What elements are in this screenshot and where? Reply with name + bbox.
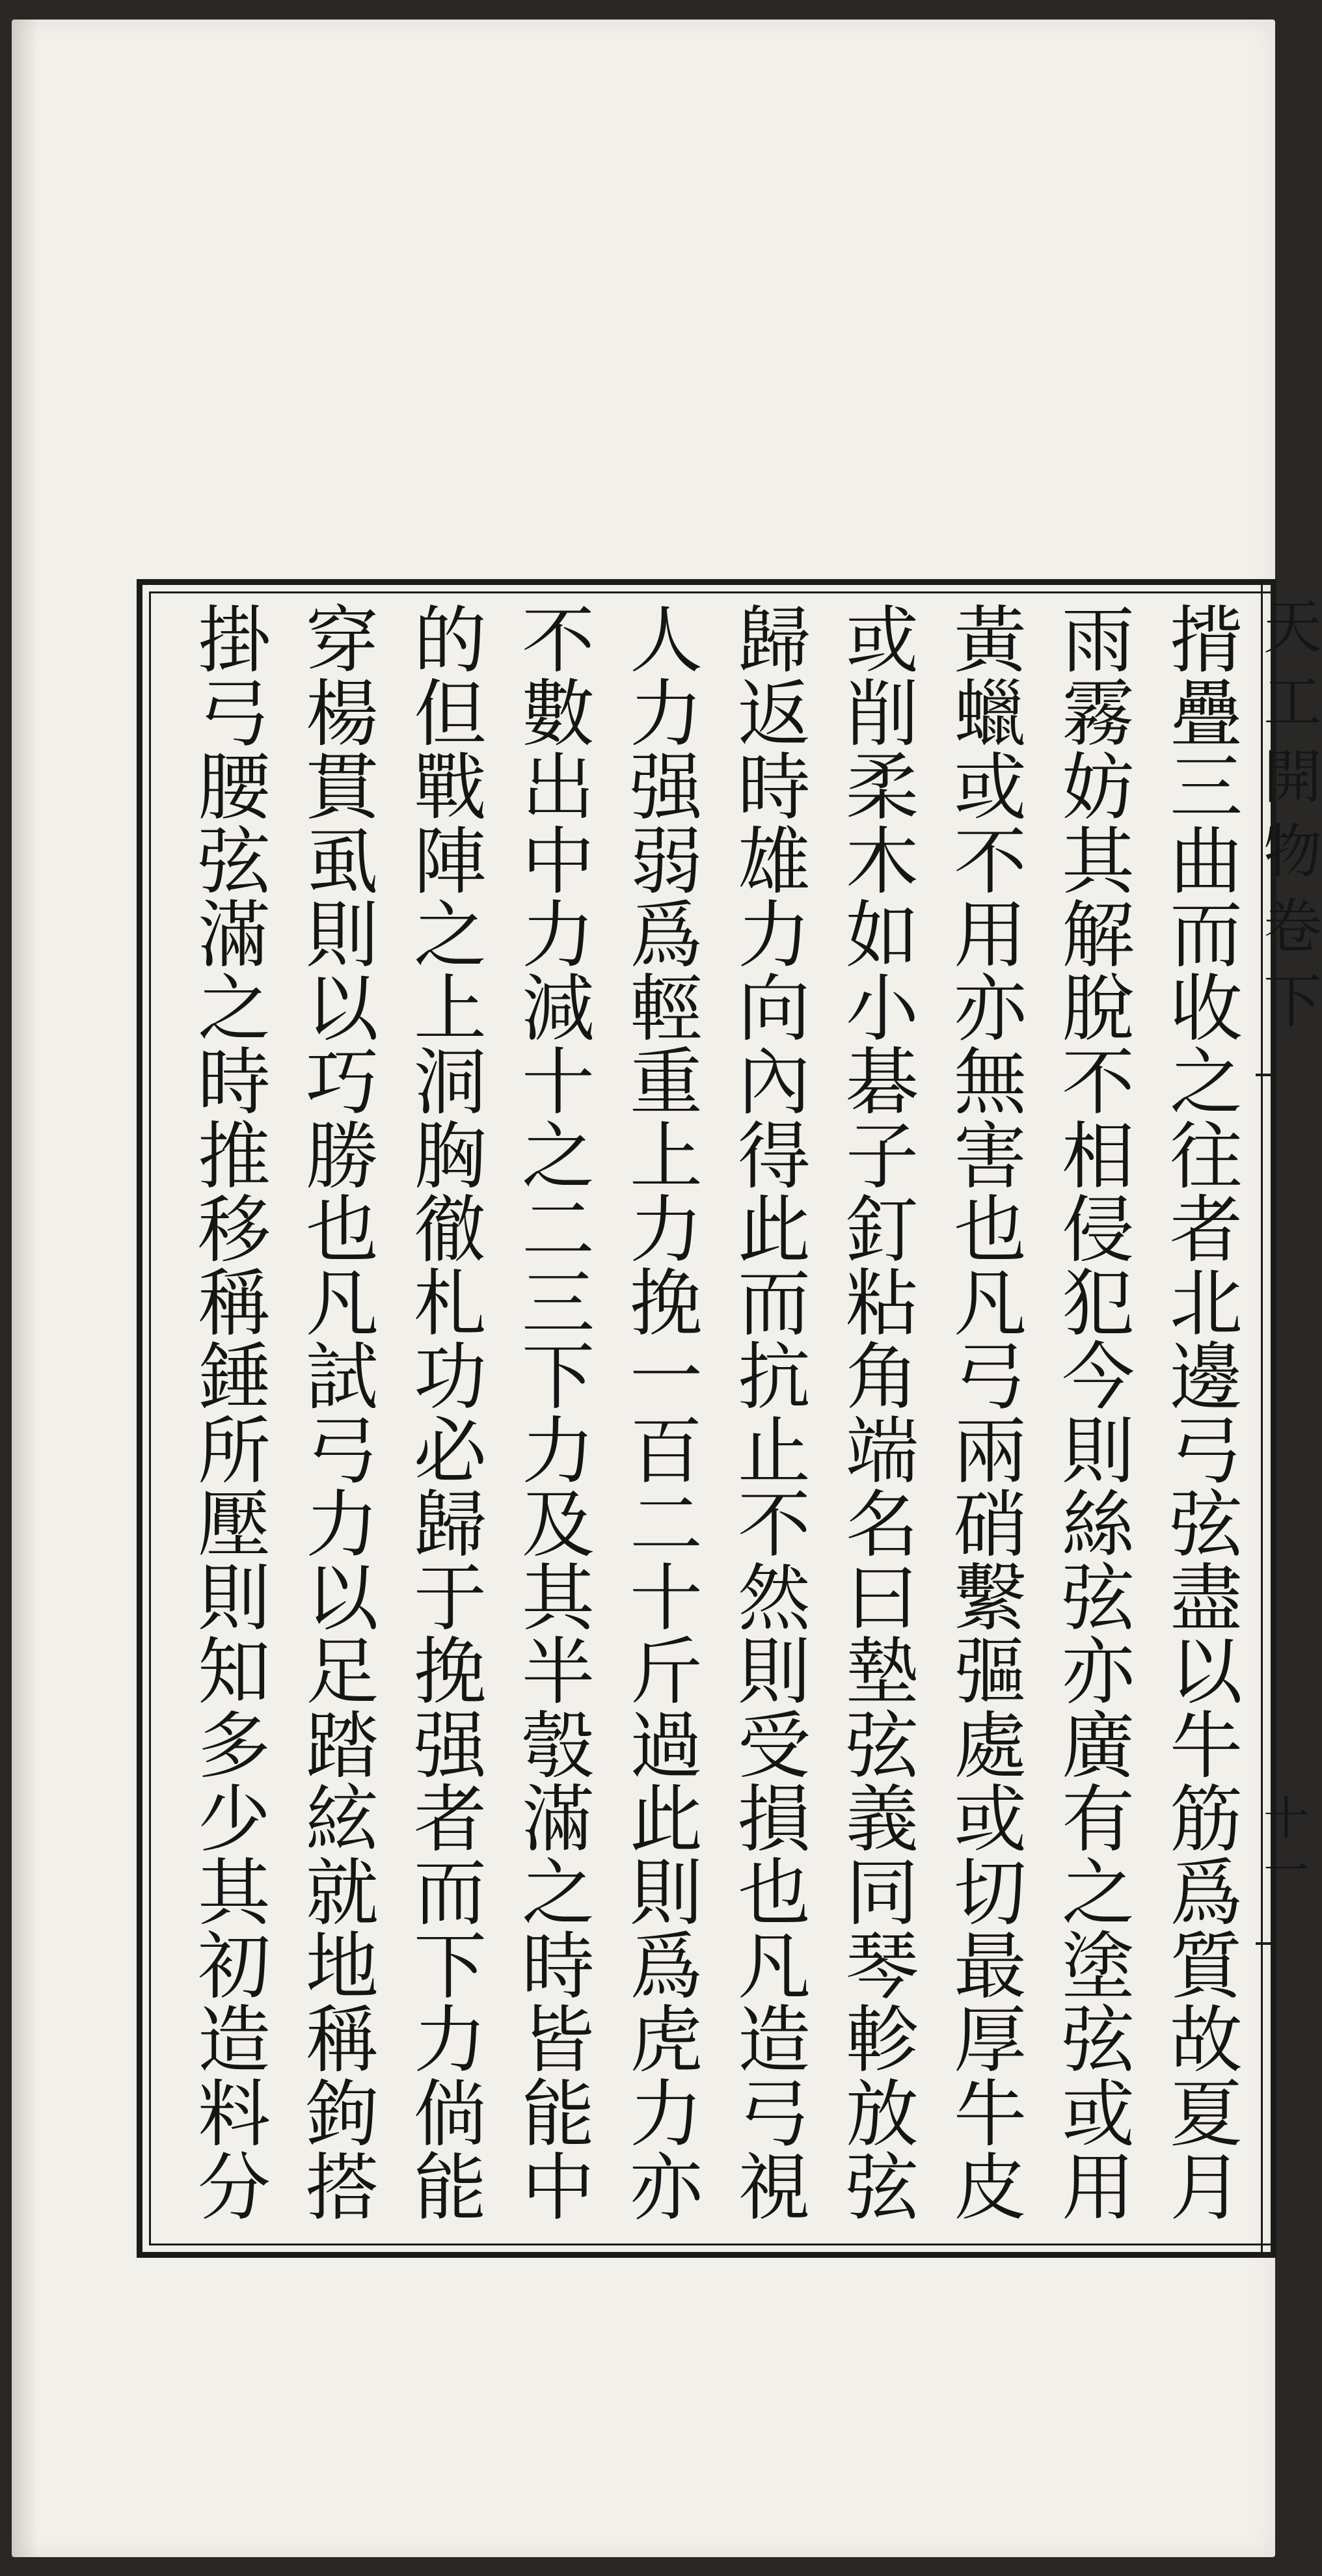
text-char: 凡 — [738, 1925, 811, 2010]
text-char: 或 — [1062, 2072, 1135, 2157]
text-char: 但 — [414, 672, 487, 757]
text-char: 强 — [630, 746, 703, 831]
text-char: 力 — [306, 1482, 379, 1567]
text-char: 移 — [198, 1187, 271, 1273]
text-char: 上 — [414, 967, 487, 1052]
text-char: 此 — [738, 1187, 811, 1273]
text-char: 妨 — [1062, 746, 1135, 831]
text-char: 二 — [630, 1482, 703, 1567]
text-char: 弦 — [846, 1703, 919, 1789]
text-char: 名 — [846, 1482, 919, 1567]
text-char: 挽 — [414, 1630, 487, 1715]
text-char: 筋 — [1170, 1777, 1243, 1862]
text-char: 硝 — [954, 1482, 1027, 1567]
text-char: 北 — [1170, 1262, 1243, 1347]
text-char: 琴 — [846, 1925, 919, 2010]
text-char: 害 — [954, 1114, 1027, 1199]
text-char: 力 — [738, 893, 811, 978]
text-char: 盡 — [1170, 1556, 1243, 1642]
text-char: 處 — [954, 1703, 1027, 1789]
text-char: 及 — [522, 1482, 595, 1567]
text-char: 而 — [738, 1262, 811, 1347]
text-char: 視 — [738, 2145, 811, 2230]
text-char: 造 — [738, 1998, 811, 2083]
text-char: 數 — [522, 672, 595, 757]
text-char: 陣 — [414, 819, 487, 904]
text-char: 不 — [738, 1482, 811, 1567]
text-char: 百 — [630, 1409, 703, 1494]
text-char: 雄 — [738, 819, 811, 904]
text-char: 繫 — [954, 1556, 1027, 1642]
text-column-8 — [398, 599, 502, 2230]
text-char: 貫 — [306, 746, 379, 831]
text-char: 巧 — [306, 1040, 379, 1126]
text-char: 以 — [306, 967, 379, 1052]
text-char: 中 — [522, 2145, 595, 2230]
text-char: 之 — [1170, 1040, 1243, 1126]
text-char: 或 — [954, 1777, 1027, 1862]
text-char: 稱 — [198, 1262, 271, 1347]
text-char: 壓 — [198, 1482, 271, 1567]
text-char: 厚 — [954, 1998, 1027, 2083]
text-char: 得 — [738, 1114, 811, 1199]
text-char: 力 — [522, 893, 595, 978]
text-char: 之 — [522, 1114, 595, 1199]
text-char: 義 — [846, 1777, 919, 1862]
text-char: 邊 — [1170, 1335, 1243, 1420]
text-char: 解 — [1062, 893, 1135, 978]
text-char: 所 — [198, 1409, 271, 1494]
text-char: 弓 — [198, 672, 271, 757]
folio-char: 十 — [1263, 1792, 1309, 1845]
text-frame — [137, 579, 1276, 2258]
text-char: 虎 — [630, 1998, 703, 2083]
text-char: 踏 — [306, 1703, 379, 1789]
text-char: 彀 — [522, 1703, 595, 1789]
text-char: 札 — [414, 1262, 487, 1347]
text-char: 者 — [1170, 1187, 1243, 1273]
text-char: 故 — [1170, 1998, 1243, 2083]
text-char: 初 — [198, 1925, 271, 2010]
text-char: 時 — [522, 1925, 595, 2010]
text-char: 質 — [1170, 1925, 1243, 2010]
text-char: 碁 — [846, 1040, 919, 1126]
text-char: 其 — [1062, 819, 1135, 904]
text-char: 之 — [522, 1851, 595, 1936]
text-char: 而 — [414, 1851, 487, 1936]
text-char: 推 — [198, 1114, 271, 1199]
text-char: 或 — [954, 746, 1027, 831]
text-char: 用 — [954, 893, 1027, 978]
text-char: 內 — [738, 1040, 811, 1126]
text-char: 霧 — [1062, 672, 1135, 757]
text-char: 凡 — [954, 1262, 1027, 1347]
text-char: 此 — [630, 1777, 703, 1862]
text-char: 腰 — [198, 746, 271, 831]
text-char: 搭 — [306, 2145, 379, 2230]
text-char: 牛 — [954, 2072, 1027, 2157]
text-char: 弦 — [1062, 1998, 1135, 2083]
text-char: 時 — [738, 746, 811, 831]
text-char: 鉤 — [306, 2072, 379, 2157]
text-char: 力 — [522, 1409, 595, 1494]
text-char: 力 — [414, 1998, 487, 2083]
text-char: 斤 — [630, 1630, 703, 1715]
text-char: 廣 — [1062, 1703, 1135, 1789]
text-char: 向 — [738, 967, 811, 1052]
text-char: 就 — [306, 1851, 379, 1936]
text-char: 多 — [198, 1703, 271, 1789]
text-char: 黃 — [954, 599, 1027, 683]
text-char: 往 — [1170, 1114, 1243, 1199]
banxin-title-char: 天 — [1263, 593, 1322, 662]
text-char: 一 — [630, 1335, 703, 1420]
text-char: 端 — [846, 1409, 919, 1494]
text-char: 能 — [414, 2145, 487, 2230]
banxin-title-char: 開 — [1263, 743, 1322, 811]
text-char: 强 — [414, 1703, 487, 1789]
text-char: 輕 — [630, 967, 703, 1052]
text-char: 削 — [846, 672, 919, 757]
text-char: 夏 — [1170, 2072, 1243, 2157]
text-char: 弓 — [1170, 1409, 1243, 1494]
text-char: 二 — [522, 1187, 595, 1273]
text-char: 曲 — [1170, 819, 1243, 904]
text-char: 倘 — [414, 2072, 487, 2157]
text-char: 釘 — [846, 1187, 919, 1273]
text-char: 爲 — [1170, 1851, 1243, 1936]
text-char: 彄 — [954, 1630, 1027, 1715]
text-char: 者 — [414, 1777, 487, 1862]
text-char: 皆 — [522, 1998, 595, 2083]
text-char: 侵 — [1062, 1187, 1135, 1273]
text-char: 之 — [414, 893, 487, 978]
text-char: 人 — [630, 599, 703, 683]
text-char: 十 — [630, 1556, 703, 1642]
text-char: 有 — [1062, 1777, 1135, 1862]
text-char: 揹 — [1170, 599, 1243, 683]
text-column-10 — [182, 599, 286, 2230]
text-char: 亦 — [630, 2145, 703, 2230]
text-char: 也 — [738, 1851, 811, 1936]
text-char: 不 — [954, 819, 1027, 904]
text-char: 造 — [198, 1998, 271, 2083]
text-char: 分 — [198, 2145, 271, 2230]
text-char: 穿 — [306, 599, 379, 683]
banxin-title-char: 卷 — [1263, 893, 1322, 961]
text-char: 歸 — [414, 1482, 487, 1567]
text-char: 三 — [522, 1262, 595, 1347]
text-char: 三 — [1170, 746, 1243, 831]
text-char: 之 — [198, 967, 271, 1052]
text-char: 力 — [630, 672, 703, 757]
text-char: 今 — [1062, 1335, 1135, 1420]
text-char: 則 — [630, 1851, 703, 1936]
text-char: 凡 — [306, 1262, 379, 1347]
text-char: 收 — [1170, 967, 1243, 1052]
text-char: 弓 — [954, 1335, 1027, 1420]
text-char: 徹 — [414, 1187, 487, 1273]
text-char: 弦 — [198, 819, 271, 904]
text-char: 則 — [1062, 1409, 1135, 1494]
folio-char: 一 — [1263, 1844, 1309, 1897]
text-char: 之 — [1062, 1851, 1135, 1936]
text-char: 以 — [1170, 1630, 1243, 1715]
text-char: 而 — [1170, 893, 1243, 978]
text-char: 小 — [846, 967, 919, 1052]
text-char: 挽 — [630, 1262, 703, 1347]
text-char: 不 — [1062, 1040, 1135, 1126]
text-char: 軫 — [846, 1998, 919, 2083]
text-char: 皮 — [954, 2145, 1027, 2230]
text-char: 其 — [522, 1556, 595, 1642]
text-char: 爲 — [630, 1925, 703, 2010]
text-char: 的 — [414, 599, 487, 683]
spine-shadow — [12, 20, 38, 2557]
text-char: 木 — [846, 819, 919, 904]
text-char: 上 — [630, 1114, 703, 1199]
text-column-3 — [938, 599, 1042, 2230]
text-char: 重 — [630, 1040, 703, 1126]
text-char: 亦 — [954, 967, 1027, 1052]
text-char: 月 — [1170, 2145, 1243, 2230]
text-char: 無 — [954, 1040, 1027, 1126]
text-char: 時 — [198, 1040, 271, 1126]
text-char: 最 — [954, 1925, 1027, 2010]
text-char: 止 — [738, 1409, 811, 1494]
text-char: 料 — [198, 2072, 271, 2157]
text-char: 稱 — [306, 1998, 379, 2083]
text-char: 洞 — [414, 1040, 487, 1126]
text-char: 必 — [414, 1409, 487, 1494]
text-char: 不 — [522, 599, 595, 683]
text-column-7 — [506, 599, 610, 2230]
text-char: 角 — [846, 1335, 919, 1420]
text-char: 過 — [630, 1703, 703, 1789]
text-char: 脫 — [1062, 967, 1135, 1052]
banxin-fish-tail-mark — [1256, 1074, 1276, 1076]
text-char: 雨 — [1062, 599, 1135, 683]
text-char: 也 — [306, 1187, 379, 1273]
text-char: 同 — [846, 1851, 919, 1936]
text-char: 牛 — [1170, 1703, 1243, 1789]
text-char: 力 — [630, 1187, 703, 1273]
text-char: 弦 — [1170, 1482, 1243, 1567]
text-char: 滿 — [198, 893, 271, 978]
text-char: 亦 — [1062, 1630, 1135, 1715]
text-char: 錘 — [198, 1335, 271, 1420]
text-char: 則 — [738, 1630, 811, 1715]
text-char: 胸 — [414, 1114, 487, 1199]
text-char: 弓 — [306, 1409, 379, 1494]
text-char: 楊 — [306, 672, 379, 757]
text-char: 功 — [414, 1335, 487, 1420]
text-char: 如 — [846, 893, 919, 978]
text-char: 下 — [414, 1925, 487, 2010]
text-char: 曰 — [846, 1556, 919, 1642]
text-column-1 — [1154, 599, 1258, 2230]
text-char: 掛 — [198, 599, 271, 683]
text-char: 受 — [738, 1703, 811, 1789]
text-char: 墊 — [846, 1630, 919, 1715]
text-char: 損 — [738, 1777, 811, 1862]
text-char: 或 — [846, 599, 919, 683]
text-char: 試 — [306, 1335, 379, 1420]
text-char: 蠟 — [954, 672, 1027, 757]
text-char: 滿 — [522, 1777, 595, 1862]
text-char: 虱 — [306, 819, 379, 904]
text-char: 力 — [630, 2072, 703, 2157]
text-char: 其 — [198, 1851, 271, 1936]
text-column-4 — [830, 599, 934, 2230]
text-char: 十 — [522, 1040, 595, 1126]
text-char: 弓 — [738, 2072, 811, 2157]
text-char: 返 — [738, 672, 811, 757]
text-char: 切 — [954, 1851, 1027, 1936]
text-char: 半 — [522, 1630, 595, 1715]
text-char: 絲 — [1062, 1482, 1135, 1567]
text-column-5 — [722, 599, 826, 2230]
text-char: 弦 — [846, 2145, 919, 2230]
text-char: 下 — [522, 1335, 595, 1420]
text-column-6 — [614, 599, 718, 2230]
text-column-2 — [1046, 599, 1150, 2230]
text-char: 減 — [522, 967, 595, 1052]
text-char: 子 — [846, 1114, 919, 1199]
text-char: 足 — [306, 1630, 379, 1715]
text-char: 出 — [522, 746, 595, 831]
text-char: 相 — [1062, 1114, 1135, 1199]
text-char: 抗 — [738, 1335, 811, 1420]
text-char: 犯 — [1062, 1262, 1135, 1347]
text-char: 歸 — [738, 599, 811, 683]
banxin-title — [1263, 593, 1322, 1048]
text-char: 少 — [198, 1777, 271, 1862]
text-char: 柔 — [846, 746, 919, 831]
text-char: 塗 — [1062, 1925, 1135, 2010]
text-char: 地 — [306, 1925, 379, 2010]
folio-number — [1263, 1792, 1309, 1900]
text-char: 粘 — [846, 1262, 919, 1347]
text-char: 也 — [954, 1187, 1027, 1273]
text-char: 用 — [1062, 2145, 1135, 2230]
text-char: 疊 — [1170, 672, 1243, 757]
text-char: 爲 — [630, 893, 703, 978]
banxin-title-char: 下 — [1263, 968, 1322, 1036]
banxin-title-char: 物 — [1263, 818, 1322, 886]
text-char: 勝 — [306, 1114, 379, 1199]
text-char: 以 — [306, 1556, 379, 1642]
text-char: 絃 — [306, 1777, 379, 1862]
text-column-9 — [290, 599, 394, 2230]
text-char: 弱 — [630, 819, 703, 904]
text-char: 則 — [198, 1556, 271, 1642]
text-char: 兩 — [954, 1409, 1027, 1494]
text-char: 放 — [846, 2072, 919, 2157]
banxin-lower-mark — [1256, 1942, 1276, 1945]
text-char: 然 — [738, 1556, 811, 1642]
text-char: 戰 — [414, 746, 487, 831]
text-char: 弦 — [1062, 1556, 1135, 1642]
banxin-title-char: 工 — [1263, 668, 1322, 737]
text-char: 知 — [198, 1630, 271, 1715]
text-char: 中 — [522, 819, 595, 904]
text-char: 能 — [522, 2072, 595, 2157]
text-char: 于 — [414, 1556, 487, 1642]
text-char: 則 — [306, 893, 379, 978]
